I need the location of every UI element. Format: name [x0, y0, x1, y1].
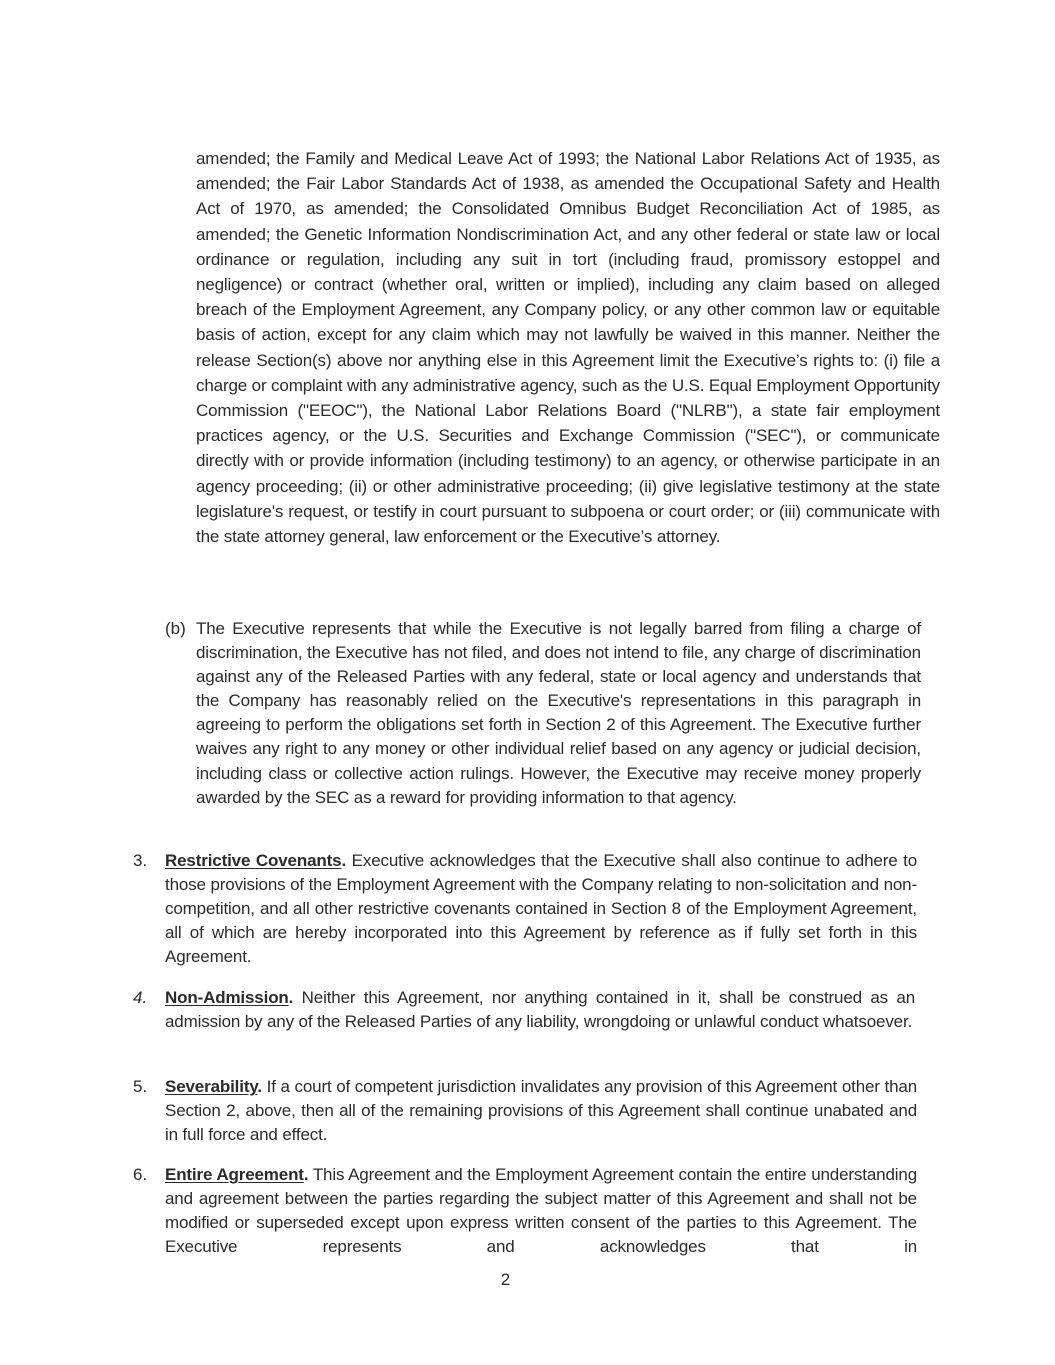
- section-5-number: 5.: [133, 1077, 148, 1096]
- section-4-number: 4.: [133, 988, 148, 1007]
- section-4-heading: Non-Admission: [165, 988, 289, 1007]
- item-b-paragraph: The Executive represents that while the Executive is not legally barred from filing a charge of discrimination, the Executive has not filed, and does not intend to file, any charge of discrimination against any of the Released Parties with any federal, state or local agency and understands that the Company has reasonably relied on the Executive's representations in this paragraph in agreeing to perform the obligations set forth in Section 2 of this Agreement. The Executive further waives any right to any money or other individual relief based on any agency or judicial decision, including class or collective action rulings. However, the Executive may receive money properly awarded by the SEC as a reward for providing information to that agency.: [196, 619, 921, 807]
- section-6-heading: Entire Agreement: [165, 1165, 304, 1184]
- section-4-paragraph: [165, 986, 915, 1034]
- section-5-heading-period: .: [257, 1077, 262, 1096]
- section-3-text: Executive acknowledges that the Executive shall also continue to adhere to those provisions of the Employment Agreement with the Company relating to non-solicitation and non-competition, and all other restrictive covenants contained in Section 8 of the Employment Agreement, all of which are hereby incorporated into this Agreement by reference as if fully set forth in this Agreement.: [165, 851, 918, 967]
- section-4-text: Neither this Agreement, nor anything contained in it, shall be construed as an admission by any of the Released Parties of any liability, wrongdoing or unlawful conduct whatsoever.: [165, 988, 915, 1032]
- section-3-heading-period: .: [341, 851, 347, 870]
- section-5-text: If a court of competent jurisdiction invalidates any provision of this Agreement other than Section 2, above, then all of the remaining provisions of this Agreement shall continue unabated and in full force and effect.: [165, 1077, 917, 1145]
- section-6-heading-period: .: [303, 1165, 309, 1184]
- section-3-paragraph: [165, 849, 917, 969]
- section-6-paragraph: [165, 1163, 917, 1259]
- section-6-text: This Agreement and the Employment Agreement contain the entire understanding and agreement between the parties regarding the subject matter of this Agreement and shall not be modified or superseded except upon express written consent of the parties to this Agreement. The Executive represents and acknowledges that in: [165, 1165, 918, 1257]
- section-3-number: 3.: [133, 851, 148, 870]
- item-b-label: (b): [165, 619, 186, 638]
- section-5-paragraph: [165, 1075, 917, 1147]
- section-4-heading-period: .: [288, 988, 294, 1007]
- section-6-number: 6.: [133, 1165, 148, 1184]
- continuation-paragraph: amended; the Family and Medical Leave Act of 1993; the National Labor Relations Act of 1935, as amended; the Fair Labor Standards Act of 1938, as amended the Occupational Safety and Health Act of 1970, as amended; the Consolidated Omnibus Budget Reconciliation Act of 1985, as amended; the Genetic Information Nondiscrimination Act, and any other federal or state law or local ordinance or regulation, including any suit in tort (including fraud, promissory estoppel and negligence) or contract (whether oral, written or implied), including any claim based on alleged breach of the Employment Agreement, any Company policy, or any other common law or equitable basis of action, except for any claim which may not lawfully be waived in this manner. Neither the release Section(s) above nor anything else in this Agreement limit the Executive’s rights to: (i) file a charge or complaint with any administrative agency, such as the U.S. Equal Employment Opportunity Commission ("EEOC"), the National Labor Relations Board ("NLRB"), a state fair employment practices agency, or the U.S. Securities and Exchange Commission ("SEC"), or communicate directly with or provide information (including testimony) to an agency, or otherwise participate in an agency proceeding; (ii) or other administrative proceeding; (ii) give legislative testimony at the state legislature's request, or testify in court pursuant to subpoena or court order; or (iii) communicate with the state attorney general, law enforcement or the Executive’s attorney.: [196, 149, 940, 547]
- page-number: 2: [500, 1270, 511, 1289]
- section-3-heading: Restrictive Covenants: [165, 851, 342, 870]
- section-5-heading: Severability: [165, 1077, 258, 1096]
